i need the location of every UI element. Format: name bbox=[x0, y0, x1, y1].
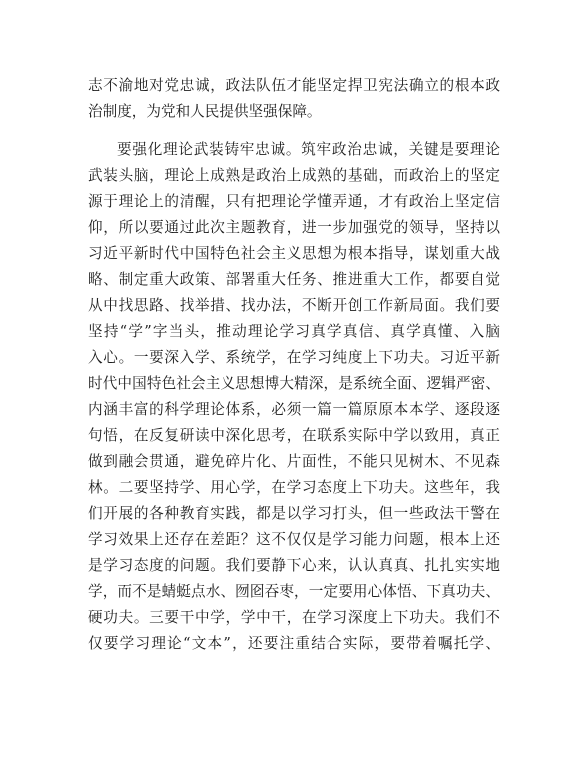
text-line: 时代中国特色社会主义思想博大精深，是系统全面、逻辑严密、 bbox=[88, 375, 500, 392]
text-line: 们开展的各种教育实践，都是以学习打头，但一些政法干警在 bbox=[88, 505, 500, 522]
text-line: 学，而不是蜻蜓点水、囫囵吞枣，一定要用心体悟、下真功夫、 bbox=[88, 583, 500, 600]
text-line: 武装头脑，理论上成熟是政治上成熟的基础，而政治上的坚定 bbox=[88, 167, 500, 184]
text-line: 源于理论上的清醒，只有把理论学懂弄通，才有政治上坚定信 bbox=[88, 193, 500, 210]
text-line: 仰，所以要通过此次主题教育，进一步加强党的领导，坚持以 bbox=[88, 219, 500, 236]
text-line: 入心。一要深入学、系统学，在学习纯度上下功夫。习近平新 bbox=[88, 349, 500, 366]
text-line: 句悟，在反复研读中深化思考，在联系实际中学以致用，真正 bbox=[88, 427, 500, 444]
text-line: 习近平新时代中国特色社会主义思想为根本指导，谋划重大战 bbox=[88, 245, 500, 262]
paragraph-first-line: 要强化理论武装铸牢忠诚。筑牢政治忠诚，关键是要理论 bbox=[117, 141, 500, 158]
text-line: 内涵丰富的科学理论体系，必须一篇一篇原原本本学、逐段逐 bbox=[88, 401, 500, 418]
text-line: 学习效果上还存在差距？这不仅仅是学习能力问题，根本上还 bbox=[88, 531, 500, 548]
text-line: 仅要学习理论“文本”，还要注重结合实际，要带着嘱托学、 bbox=[88, 635, 500, 652]
text-line: 略、制定重大政策、部署重大任务、推进重大工作，都要自觉 bbox=[88, 271, 500, 288]
text-line: 是学习态度的问题。我们要静下心来，认认真真、扎扎实实地 bbox=[88, 557, 500, 574]
text-line: 做到融会贯通，避免碎片化、片面性，不能只见树木、不见森 bbox=[88, 453, 500, 470]
text-line: 林。二要坚持学、用心学，在学习态度上下功夫。这些年，我 bbox=[88, 479, 500, 496]
text-line: 坚持“学”字当头，推动理论学习真学真信、真学真懂、入脑 bbox=[88, 323, 500, 340]
text-line: 从中找思路、找举措、找办法，不断开创工作新局面。我们要 bbox=[88, 297, 500, 314]
text-line: 治制度，为党和人民提供坚强保障。 bbox=[88, 103, 322, 120]
text-line: 志不渝地对党忠诚，政法队伍才能坚定捍卫宪法确立的根本政 bbox=[88, 77, 500, 94]
text-line: 硬功夫。三要干中学，学中干，在学习深度上下功夫。我们不 bbox=[88, 609, 500, 626]
